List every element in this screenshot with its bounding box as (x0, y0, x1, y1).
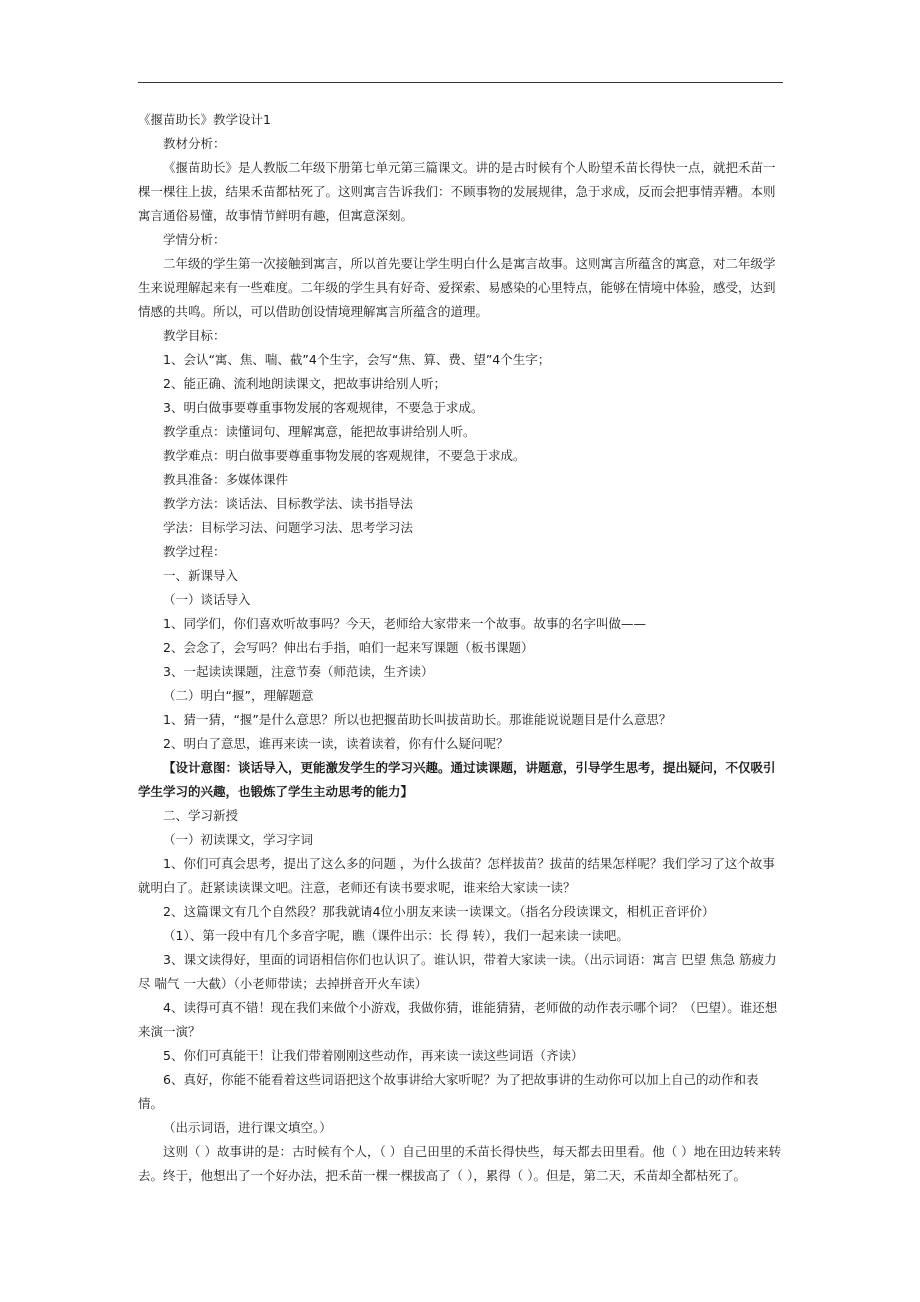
key-point: 教学重点：读懂词句、理解寓意，能把故事讲给别人听。 (163, 424, 476, 439)
list-item: （1）、第一段中有几个多音字呢，瞧（课件出示：长 得 转），我们一起来读一读吧。 (163, 928, 629, 943)
methods-line: 教学方法：谈话法、目标教学法、读书指导法 (163, 496, 414, 511)
tools-line: 教具准备：多媒体课件 (163, 472, 289, 487)
process-heading: 教学过程： (163, 544, 226, 559)
subsection-heading: （一）谈话导入 (163, 592, 251, 607)
document-body (138, 108, 783, 1188)
list-item: 2、会念了，会写吗？伸出右手指，咱们一起来写课题（板书课题） (163, 640, 534, 655)
list-item: 1、猜一猜，“揠”是什么意思？所以也把揠苗助长叫拔苗助长。那谁能说说题目是什么意思？ (163, 712, 672, 727)
list-item-note: （出示词语，进行课文填空。） (163, 1120, 332, 1135)
document-title: 《揠苗助长》教学设计1 (138, 112, 271, 127)
material-paragraph: 《揠苗助长》是人教版二年级下册第七单元第三篇课文。讲的是古时候有个人盼望禾苗长得快一点，就把禾苗一棵一棵往上拔，结果禾苗都枯死了。这则寓言告诉我们：不顾事物的发展规律，急于求成，反而会把事情弄糟。本则寓言通俗易懂，故事情节鲜明有趣，但寓意深刻。 (138, 160, 776, 223)
list-item: 6、真好，你能不能看着这些词语把这个故事讲给大家听呢？为了把故事讲的生动你可以加上自己的动作和表情。 (138, 1072, 759, 1111)
list-item: 1、你们可真会思考，提出了这么多的问题 ，为什么拔苗？怎样拔苗？拔苗的结果怎样呢？我们学习了这个故事就明白了。赶紧读读课文吧。注意，老师还有读书要求呢，谁来给大家读一读？ (138, 856, 775, 895)
goal-item: 3、明白做事要尊重事物发展的客观规律，不要急于求成。 (163, 400, 484, 415)
learner-heading: 学情分析： (163, 232, 226, 247)
list-item: 3、课文读得好，里面的词语相信你们也认识了。谁认识，带着大家读一读。（出示词语：寓言 巴望 焦急 筋疲力尽 喘气 一大截）（小老师带读；去掉拼音开火车读） (138, 952, 777, 991)
difficult-point: 教学难点：明白做事要尊重事物发展的客观规律，不要急于求成。 (163, 448, 526, 463)
subsection-heading: （一）初读课文，学习字词 (163, 832, 314, 847)
list-item: 4、读得可真不错！现在我们来做个小游戏，我做你猜，谁能猜猜，老师做的动作表示哪个词？（巴望）。谁还想来演一演？ (138, 1000, 778, 1039)
list-item: 2、明白了意思，谁再来读一读，读着读着，你有什么疑问呢？ (163, 736, 509, 751)
list-item: 1、同学们，你们喜欢听故事吗？今天，老师给大家带来一个故事。故事的名字叫做—— (163, 616, 646, 631)
goal-item: 1、会认“寓、焦、喘、截”4个生字，会写“焦、算、费、望”4个生字； (163, 352, 551, 367)
fill-blank-paragraph: 这则（ ）故事讲的是：古时候有个人，（ ）自己田里的禾苗长得快些，每天都去田里看。他（ ）地在田边转来转去。终于，他想出了一个好办法，把禾苗一棵一棵拔高了（ ），累得（ ）。但是，第二天，禾苗却全都枯死了。 (138, 1144, 782, 1183)
section-heading: 一、新课导入 (163, 568, 239, 583)
section-heading: 二、学习新授 (163, 808, 239, 823)
study-methods-line: 学法：目标学习法、问题学习法、思考学习法 (163, 520, 414, 535)
design-intent-note: 【设计意图：谈话导入，更能激发学生的学习兴趣。通过读课题，讲题意，引导学生思考，提出疑问，不仅吸引学生学习的兴趣，也锻炼了学生主动思考的能力】 (138, 760, 776, 799)
list-item: 2、这篇课文有几个自然段？那我就请4位小朋友来读一读课文。（指名分段读课文，相机正音评价） (163, 904, 715, 919)
list-item: 3、一起读读课题，注意节奏（师范读，生齐读） (163, 664, 434, 679)
list-item: 5、你们可真能干！让我们带着刚刚这些动作，再来读一读这些词语（齐读） (163, 1048, 584, 1063)
header-rule (138, 82, 783, 83)
goals-heading: 教学目标： (163, 328, 226, 343)
subsection-heading: （二）明白“揠”，理解题意 (163, 688, 314, 703)
learner-paragraph: 二年级的学生第一次接触到寓言，所以首先要让学生明白什么是寓言故事。这则寓言所蕴含的寓意，对二年级学生来说理解起来有一些难度。二年级的学生具有好奇、爱探索、易感染的心里特点，能够在情境中体验，感受，达到情感的共鸣。所以，可以借助创设情境理解寓言所蕴含的道理。 (138, 256, 776, 319)
goal-item: 2、能正确、流利地朗读课文，把故事讲给别人听； (163, 376, 446, 391)
material-heading: 教材分析： (163, 136, 226, 151)
